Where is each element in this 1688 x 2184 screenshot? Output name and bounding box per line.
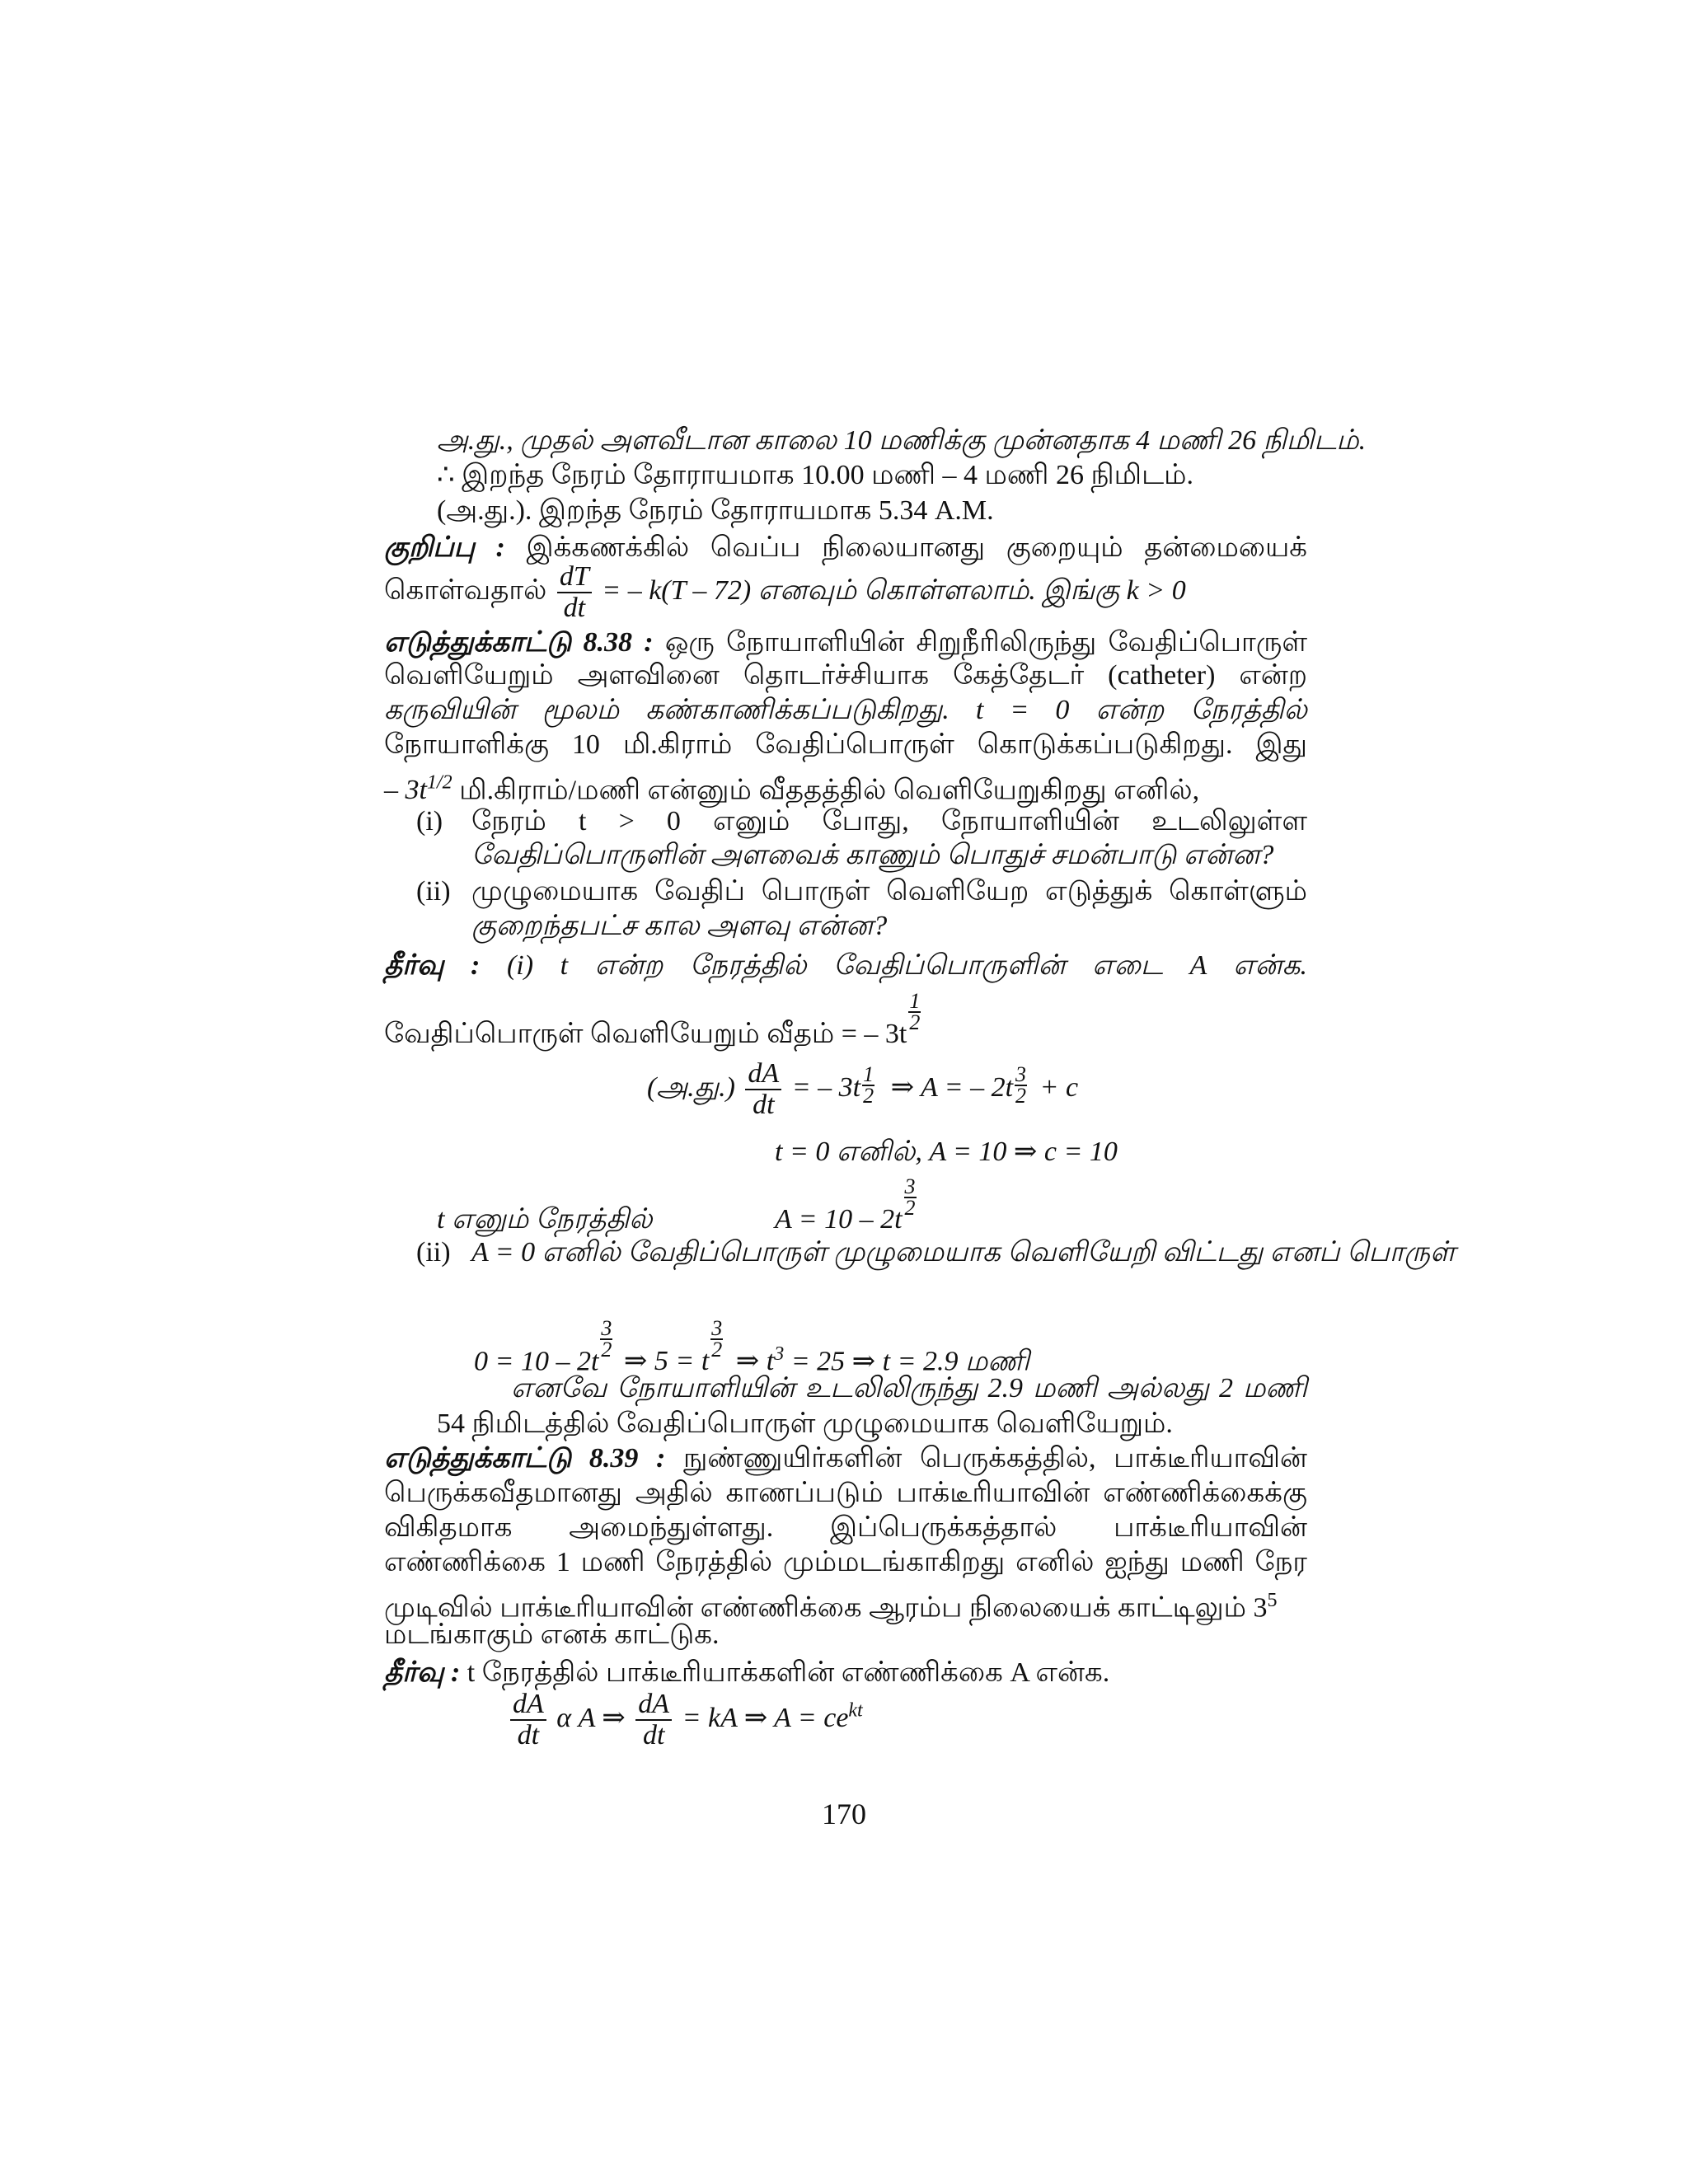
question-2-line-b: குறைந்தபட்ச கால அளவு என்ன? <box>471 911 888 941</box>
page-number: 170 <box>822 1797 866 1830</box>
solution-conclusion-1: எனவே நோயாளியின் உடலிலிருந்து 2.9 மணி அல்லது 2 மணி <box>511 1373 1307 1404</box>
equation-part: = 25 ⇒ t = 2.9 மணி <box>790 1346 1029 1377</box>
example-8-39-row-2: பெருக்கவீதமானது அதில் காணப்படும் பாக்டீரியாவின் எண்ணிக்கைக்கு <box>384 1478 1307 1508</box>
fraction-dT-dt: $\frac{dT}{dt}$ <box>557 562 592 623</box>
example-8-38-row-5 <box>384 766 1199 807</box>
note-intro: கொள்வதால் <box>384 574 547 606</box>
line-2: ∴ இறந்த நேரம் தோராயமாக 10.00 மணி – 4 மணி 26 நிமிடம். <box>437 460 1193 490</box>
equation-part: 0 = 10 – 2t <box>474 1346 599 1377</box>
fraction-dA-dt: $\frac{dA}{dt}$ <box>745 1059 781 1120</box>
equation-part: α A ⇒ <box>556 1702 626 1733</box>
equation-part: ⇒ t <box>735 1346 775 1377</box>
solution-2-equation <box>507 1690 863 1750</box>
example-8-38-label: எடுத்துக்காட்டு 8.38 : <box>384 627 654 658</box>
solution-row-2: வேதிப்பொருள் வெளியேறும் வீதம் = – 3t 1 2 <box>384 989 921 1049</box>
fraction-dA-dt: $\frac{dA}{dt}$ <box>510 1690 546 1750</box>
solution-label: தீர்வு : <box>384 950 481 981</box>
rate-text: வேதிப்பொருள் வெளியேறும் வீதம் = – 3t <box>384 1019 907 1049</box>
note-label: குறிப்பு : <box>384 532 505 563</box>
example-text: மி.கிராம்/மணி என்னும் வீததத்தில் வெளியேறுகிறது எனில், <box>459 775 1200 806</box>
line-1: அ.து., முதல் அளவீடான காலை 10 மணிக்கு முன்னதாக 4 மணி 26 நிமிடம். <box>437 425 1367 456</box>
example-8-39-label: எடுத்துக்காட்டு 8.39 : <box>384 1443 666 1474</box>
example-8-38-row-4: நோயாளிக்கு 10 மி.கிராம் வேதிப்பொருள் கொடுக்கப்படுகிறது. இது <box>384 729 1307 760</box>
example-8-38-row-3: கருவியின் மூலம் கண்காணிக்கப்படுகிறது. t = 0 என்ற நேரத்தில் <box>384 695 1307 725</box>
kt-exponent: kt <box>848 1699 863 1722</box>
example-text: முடிவில் பாக்டீரியாவின் எண்ணிக்கை ஆரம்ப நிலையைக் காட்டிலும் 3 <box>384 1592 1268 1624</box>
solution-equation-1: (அ.து.) $\frac{dA}{dt}$ = – 3t 1 2 ⇒ A = – 2t 3 2 + c <box>647 1058 1079 1120</box>
example-8-39-row-4: எண்ணிக்கை 1 மணி நேரத்தில் மும்மடங்காகிறது எனில் ஐந்து மணி நேர <box>384 1547 1307 1577</box>
solution-equation-2: t = 0 எனில், A = 10 ⇒ c = 10 <box>775 1137 1118 1167</box>
example-8-38-row-2: வெளியேறும் அளவினை தொடர்ச்சியாக கேத்தேடர் (catheter) என்ற <box>384 660 1307 691</box>
example-8-39-row-6: மடங்காகும் எனக் காட்டுக. <box>384 1619 720 1650</box>
question-1-line-a: நேரம் t > 0 எனும் போது, நோயாளியின் உடலிலுள்ள <box>471 806 1307 837</box>
equation-part: = – 3t <box>791 1071 861 1103</box>
example-8-38-row-1 <box>384 626 1307 659</box>
equation-part: A = 10 – 2t <box>775 1204 903 1235</box>
solution-2-label: தீர்வு : <box>384 1657 461 1688</box>
solution-row-1 <box>384 949 1307 982</box>
solution-text: (i) t என்ற நேரத்தில் வேதிப்பொருளின் எடை A என்க. <box>506 950 1307 981</box>
solution-text: t நேரத்தில் பாக்டீரியாக்களின் எண்ணிக்கை A என்க. <box>467 1657 1110 1688</box>
solution-ii-text: A = 0 எனில் வேதிப்பொருள் முழுமையாக வெளியேறி விட்டது எனப் பொருள் <box>471 1237 1456 1268</box>
rate-term: – $3t^{1/2}$ <box>384 772 452 806</box>
question-2-line-a: முழுமையாக வேதிப் பொருள் வெளியேற எடுத்துக் கொள்ளும் <box>471 876 1307 907</box>
fraction-dA-dt: $\frac{dA}{dt}$ <box>635 1690 672 1750</box>
note-equation-text: = – k(T – 72) எனவும் கொள்ளலாம். இங்கு k > 0 <box>602 574 1186 606</box>
note-text: இக்கணக்கில் வெப்ப நிலையானது குறையும் தன்மையைக் <box>526 532 1307 563</box>
cube-exponent: 3 <box>774 1343 785 1365</box>
note-row <box>384 532 1307 565</box>
example-text: ஒரு நோயாளியின் சிறுநீரிலிருந்து வேதிப்பொருள் <box>664 627 1308 658</box>
example-8-39-row-1 <box>384 1442 1307 1475</box>
equation-part: + c <box>1039 1071 1079 1103</box>
line-3: (அ.து.). இறந்த நேரம் தோராயமாக 5.34 A.M. <box>437 495 994 526</box>
question-1-number: (i) <box>416 806 443 837</box>
ie-label: (அ.து.) <box>647 1071 735 1103</box>
solution-equation-3: A = 10 – 2t 3 2 <box>775 1174 916 1235</box>
solution-2-row-1 <box>384 1657 1109 1690</box>
power-exponent: 5 <box>1267 1590 1278 1611</box>
example-text: நுண்ணுயிர்களின் பெருக்கத்தில், பாக்டீரியாவின் <box>682 1443 1308 1474</box>
equation-part: ⇒ A = – 2t <box>890 1071 1014 1103</box>
equation-part: = kA ⇒ A = ce <box>682 1702 849 1733</box>
equation-part: ⇒ 5 = t <box>623 1346 710 1377</box>
solution-conclusion-2: 54 நிமிடத்தில் வேதிப்பொருள் முழுமையாக வெளியேறும். <box>437 1408 1173 1439</box>
solution-equation-3-label: t எனும் நேரத்தில் <box>437 1204 653 1235</box>
solution-ii-number: (ii) <box>416 1237 451 1268</box>
question-1-line-b: வேதிப்பொருளின் அளவைக் காணும் பொதுச் சமன்பாடு என்ன? <box>471 840 1274 870</box>
note-equation <box>384 562 1186 623</box>
question-2-number: (ii) <box>416 876 451 907</box>
example-8-39-row-3: விகிதமாக அமைந்துள்ளது. இப்பெருக்கத்தால் பாக்டீரியாவின் <box>384 1512 1307 1543</box>
solution-equation-4: 0 = 10 – 2t 3 2 ⇒ 5 = t 3 2 ⇒ $t^3 = 25$ ⇒ t = 2.9 மணி <box>474 1316 1029 1377</box>
